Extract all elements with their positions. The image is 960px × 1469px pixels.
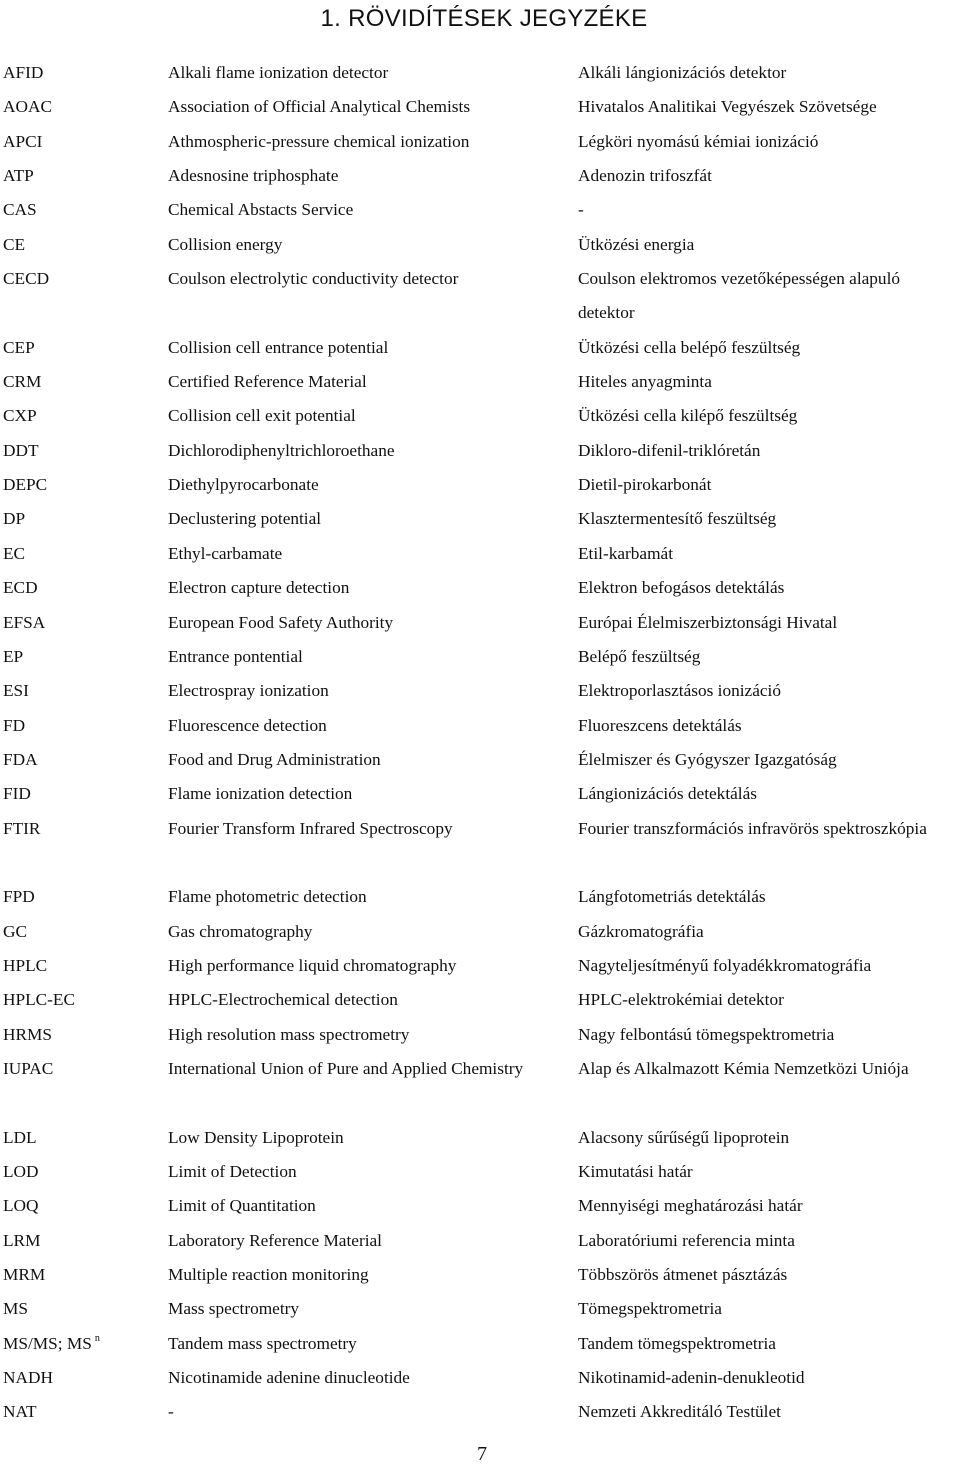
hungarian-term: Belépő feszültség	[578, 646, 701, 666]
english-term: Limit of Detection	[168, 1162, 297, 1181]
hungarian-term: Alacsony sűrűségű lipoprotein	[578, 1127, 790, 1147]
hungarian-term: Alap és Alkalmazott Kémia Nemzetközi Uniója	[578, 1058, 909, 1078]
abbreviation: CAS	[3, 200, 37, 220]
hungarian-term: Tandem tömegspektrometria	[578, 1333, 776, 1353]
abbreviation: APCI	[3, 131, 43, 151]
english-term: High performance liquid chromatography	[168, 955, 457, 975]
hungarian-term: Alkáli lángionizációs detektor	[578, 63, 787, 82]
english-term: Limit of Quantitation	[168, 1196, 316, 1216]
abbreviation: NADH	[3, 1368, 53, 1388]
hungarian-term: Ütközési cella belépő feszültség	[578, 337, 801, 357]
table-row	[0, 915, 960, 949]
english-term: Tandem mass spectrometry	[168, 1333, 357, 1353]
abbreviation: ECD	[3, 578, 38, 598]
hungarian-term: Nikotinamid-adenin-denukleotid	[578, 1368, 805, 1388]
abbreviation: FID	[3, 784, 31, 804]
abbreviation: HRMS	[3, 1024, 52, 1044]
english-term: European Food Safety Authority	[168, 612, 394, 632]
english-term: International Union of Pure and Applied Chemistry	[168, 1058, 524, 1078]
english-term: Alkali flame ionization detector	[168, 63, 389, 82]
table-row	[0, 125, 960, 159]
english-term: Certified Reference Material	[168, 372, 367, 392]
hungarian-term: Többszörös átmenet pásztázás	[578, 1265, 788, 1285]
abbreviation: DP	[3, 509, 26, 529]
hungarian-term: Dikloro-difenil-triklóretán	[578, 440, 761, 460]
abbreviation-text: MS/MS; MS	[3, 1333, 92, 1353]
hungarian-term: Élelmiszer és Gyógyszer Igazgatóság	[578, 749, 837, 769]
hungarian-term: Elektroporlasztásos ionizáció	[578, 681, 781, 701]
table-row	[0, 537, 960, 571]
table-row	[0, 502, 960, 536]
english-term: Coulson electrolytic conductivity detector	[168, 269, 459, 289]
table-row	[0, 468, 960, 502]
english-term: Laboratory Reference Material	[168, 1230, 382, 1250]
hungarian-term: Gázkromatográfia	[578, 921, 704, 941]
table-row	[0, 193, 960, 227]
english-term: Collision cell exit potential	[168, 406, 356, 426]
abbreviation-table	[0, 56, 960, 1430]
hungarian-term: Elektron befogásos detektálás	[578, 578, 785, 598]
table-row	[0, 1327, 960, 1361]
english-term: Ethyl-carbamate	[168, 543, 283, 563]
abbreviation: CE	[3, 234, 26, 254]
english-term: HPLC-Electrochemical detection	[168, 990, 398, 1010]
table-row	[0, 365, 960, 399]
english-term: Multiple reaction monitoring	[168, 1265, 369, 1285]
hungarian-term: Kimutatási határ	[578, 1162, 693, 1181]
table-row	[0, 1361, 960, 1395]
abbreviation: HPLC-EC	[3, 990, 76, 1010]
abbreviation: DEPC	[3, 475, 48, 495]
hungarian-term: Hivatalos Analitikai Vegyészek Szövetsége	[578, 97, 877, 117]
page-title: 1. RÖVIDÍTÉSEK JEGYZÉKE	[320, 5, 648, 32]
table-row	[0, 983, 960, 1017]
abbreviation: LOD	[3, 1162, 39, 1181]
abbreviation: FDA	[3, 749, 38, 769]
superscript-n: n	[94, 1332, 100, 1344]
abbreviation: CRM	[3, 372, 42, 392]
hungarian-term: Ütközési cella kilépő feszültség	[578, 406, 798, 426]
hungarian-term: Nemzeti Akkreditáló Testület	[578, 1402, 781, 1422]
english-term: Electron capture detection	[168, 578, 350, 598]
table-row	[0, 1052, 960, 1121]
hungarian-term: Ütközési energia	[578, 234, 695, 254]
abbreviation: ATP	[3, 166, 34, 186]
hungarian-term: Adenozin trifoszfát	[578, 166, 712, 186]
abbreviation: MRM	[3, 1265, 46, 1285]
hungarian-term: Lángfotometriás detektálás	[578, 887, 766, 907]
abbreviation: NAT	[3, 1402, 37, 1422]
hungarian-term: Fourier transzformációs infravörös spektroszkópia	[578, 818, 927, 838]
table-row	[0, 709, 960, 743]
abbreviation: CECD	[3, 269, 50, 289]
abbreviation: CEP	[3, 337, 35, 357]
hungarian-term: Nagyteljesítményű folyadékkromatográfia	[578, 955, 872, 975]
abbreviation	[3, 1327, 100, 1361]
english-term: Low Density Lipoprotein	[168, 1127, 344, 1147]
hungarian-term: Coulson elektromos vezetőképességen alapuló detektor	[578, 269, 901, 323]
abbreviation: EFSA	[3, 612, 46, 632]
table-row	[0, 399, 960, 433]
english-term: Food and Drug Administration	[168, 749, 381, 769]
page-number: 7	[477, 1443, 487, 1465]
english-term: Adesnosine triphosphate	[168, 166, 339, 186]
table-row	[0, 1018, 960, 1052]
abbreviation: LRM	[3, 1230, 41, 1250]
abbreviation: AFID	[3, 63, 44, 82]
table-row	[0, 1395, 960, 1429]
abbreviation: ESI	[3, 681, 29, 701]
english-term: Diethylpyrocarbonate	[168, 475, 319, 495]
table-row	[0, 949, 960, 983]
table-row	[0, 571, 960, 605]
table-row	[0, 228, 960, 262]
hungarian-term: Klasztermentesítő feszültség	[578, 509, 777, 529]
english-term: Association of Official Analytical Chemists	[168, 97, 471, 117]
table-row	[0, 777, 960, 811]
table-row	[0, 606, 960, 640]
table-row	[0, 743, 960, 777]
english-term: Collision energy	[168, 234, 283, 254]
english-term: Dichlorodiphenyltrichloroethane	[168, 440, 395, 460]
abbreviation: LOQ	[3, 1196, 39, 1216]
table-row	[0, 880, 960, 914]
hungarian-term: Nagy felbontású tömegspektrometria	[578, 1024, 835, 1044]
hungarian-term: -	[578, 200, 584, 220]
hungarian-term: Dietil-pirokarbonát	[578, 475, 712, 495]
hungarian-term: HPLC-elektrokémiai detektor	[578, 990, 784, 1010]
english-term: Athmospheric-pressure chemical ionization	[168, 131, 470, 151]
abbreviation: CXP	[3, 406, 37, 426]
hungarian-term: Mennyiségi meghatározási határ	[578, 1196, 803, 1216]
table-row	[0, 434, 960, 468]
hungarian-term: Európai Élelmiszerbiztonsági Hivatal	[578, 612, 838, 632]
hungarian-term: Légköri nyomású kémiai ionizáció	[578, 131, 819, 151]
table-row	[0, 674, 960, 708]
table-row	[0, 331, 960, 365]
english-term: Declustering potential	[168, 509, 322, 529]
table-row	[0, 1189, 960, 1223]
english-term: High resolution mass spectrometry	[168, 1024, 410, 1044]
table-row	[0, 1121, 960, 1155]
english-term: Collision cell entrance potential	[168, 337, 389, 357]
english-term: Entrance pontential	[168, 646, 303, 666]
abbreviation: IUPAC	[3, 1058, 54, 1078]
abbreviation: MS	[3, 1299, 28, 1319]
english-term: -	[168, 1402, 174, 1422]
english-term: Mass spectrometry	[168, 1299, 300, 1319]
table-row	[0, 1258, 960, 1292]
hungarian-term: Hiteles anyagminta	[578, 372, 712, 392]
abbreviation: FPD	[3, 887, 35, 907]
table-row	[0, 812, 960, 881]
table-row	[0, 90, 960, 124]
abbreviation: EP	[3, 646, 24, 666]
english-term: Nicotinamide adenine dinucleotide	[168, 1368, 410, 1388]
hungarian-term: Laboratóriumi referencia minta	[578, 1230, 795, 1250]
hungarian-term: Lángionizációs detektálás	[578, 784, 757, 804]
table-row	[0, 1224, 960, 1258]
abbreviation: EC	[3, 543, 26, 563]
abbreviation: LDL	[3, 1127, 37, 1147]
abbreviation: GC	[3, 921, 28, 941]
english-term: Fluorescence detection	[168, 715, 327, 735]
english-term: Chemical Abstacts Service	[168, 200, 354, 220]
english-term: Fourier Transform Infrared Spectroscopy	[168, 818, 453, 838]
abbreviation: HPLC	[3, 955, 48, 975]
english-term: Electrospray ionization	[168, 681, 329, 701]
abbreviation: FD	[3, 715, 26, 735]
abbreviation: FTIR	[3, 818, 41, 838]
hungarian-term: Etil-karbamát	[578, 543, 674, 563]
table-row	[0, 1292, 960, 1326]
english-term: Gas chromatography	[168, 921, 313, 941]
english-term: Flame photometric detection	[168, 887, 367, 907]
table-row	[0, 262, 960, 331]
table-row	[0, 56, 960, 90]
table-row	[0, 640, 960, 674]
hungarian-term: Tömegspektrometria	[578, 1299, 722, 1319]
abbreviation: AOAC	[3, 97, 52, 117]
hungarian-term: Fluoreszcens detektálás	[578, 715, 742, 735]
abbreviation: DDT	[3, 440, 39, 460]
table-row	[0, 1155, 960, 1189]
english-term: Flame ionization detection	[168, 784, 353, 804]
table-row	[0, 159, 960, 193]
